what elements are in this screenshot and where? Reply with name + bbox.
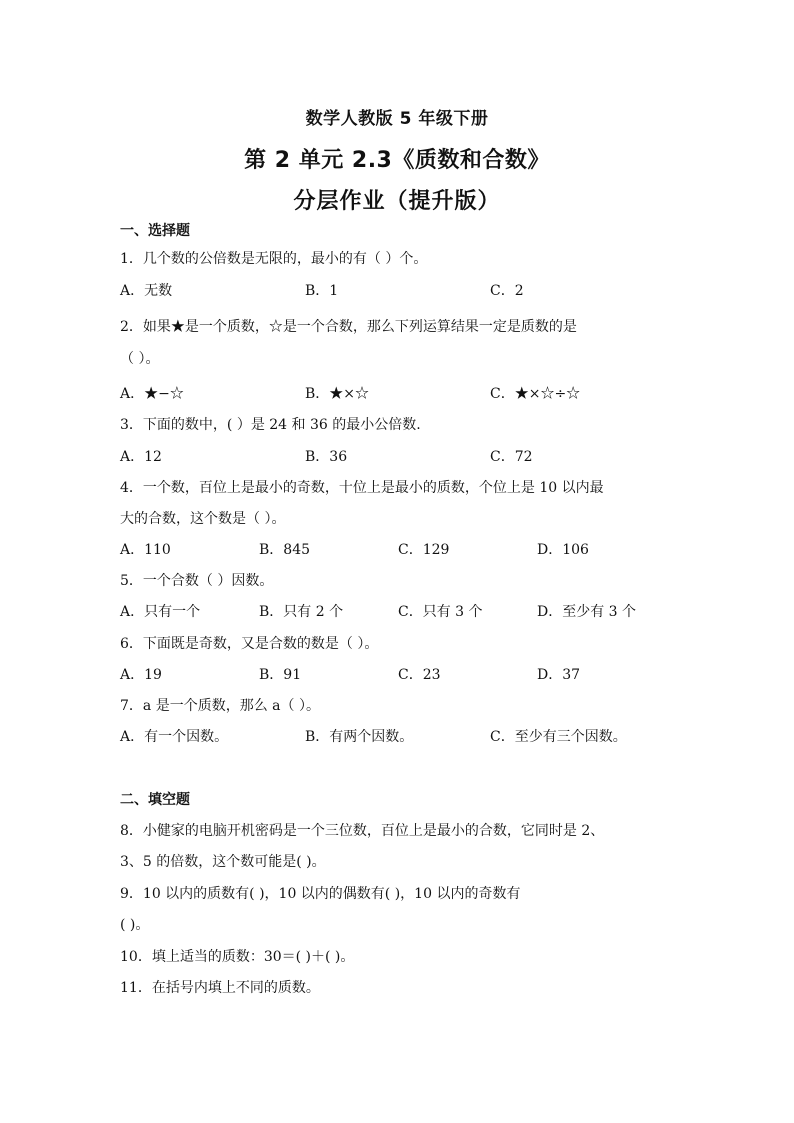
question-3-option-b: B．36 [305, 449, 348, 465]
question-11-line: 11．在括号内填上不同的质数。 [120, 980, 320, 996]
question-5-option-b: B．只有 2 个 [259, 604, 344, 620]
question-6-stem: 6．下面既是奇数，又是合数的数是（ ）。 [120, 636, 379, 652]
question-6-option-c: C．23 [398, 667, 441, 683]
question-4-option-a: A．110 [120, 542, 171, 558]
question-3-stem: 3．下面的数中，( ）是 24 和 36 的最小公倍数. [120, 417, 421, 433]
question-2-stem: 2．如果★是一个质数，☆是一个合数，那么下列运算结果一定是质数的是 [120, 319, 577, 335]
question-9-line-1: 9．10 以内的质数有( )，10 以内的偶数有( )，10 以内的奇数有 [120, 886, 521, 902]
question-1-option-c: C．2 [490, 283, 524, 299]
question-7-option-c: C．至少有三个因数。 [490, 729, 627, 745]
question-1-option-a: A．无数 [120, 283, 173, 299]
question-6-option-b: B．91 [259, 667, 302, 683]
question-8-line-1: 8．小健家的电脑开机密码是一个三位数，百位上是最小的合数，它同时是 2、 [120, 823, 605, 839]
question-6-option-a: A．19 [120, 667, 162, 683]
question-9-line-2: ( )。 [120, 917, 150, 933]
question-2-option-b: B．★×☆ [305, 386, 370, 402]
question-2-option-c: C．★×☆÷☆ [490, 386, 581, 402]
question-4-stem: 4．一个数，百位上是最小的奇数，十位上是最小的质数，个位上是 10 以内最 [120, 480, 604, 496]
question-2-stem-cont: （ ）。 [120, 351, 160, 367]
question-7-option-b: B．有两个因数。 [305, 729, 414, 745]
question-10-line: 10．填上适当的质数：30＝( )＋( )。 [120, 949, 355, 965]
question-5-option-d: D．至少有 3 个 [537, 604, 637, 620]
worksheet-title: 分层作业（提升版） [293, 189, 501, 214]
question-7-stem: 7．a 是一个质数，那么 a（ ）。 [120, 698, 320, 714]
question-6-option-d: D．37 [537, 667, 581, 683]
question-1-option-b: B．1 [305, 283, 339, 299]
question-4-option-d: D．106 [537, 542, 589, 558]
question-3-option-a: A．12 [120, 449, 162, 465]
unit-title: 第 2 单元 2.3《质数和合数》 [244, 148, 550, 173]
question-3-option-c: C．72 [490, 449, 533, 465]
question-2-option-a: A．★−☆ [120, 386, 184, 402]
section-choice-title: 一、选择题 [120, 223, 190, 239]
question-8-line-2: 3、5 的倍数，这个数可能是( )。 [120, 854, 326, 870]
question-5-stem: 5．一个合数（ ）因数。 [120, 573, 274, 589]
question-5-option-c: C．只有 3 个 [398, 604, 483, 620]
question-7-option-a: A．有一个因数。 [120, 729, 229, 745]
section-fill-title: 二、填空题 [120, 792, 190, 808]
question-5-option-a: A．只有一个 [120, 604, 201, 620]
question-4-option-c: C．129 [398, 542, 450, 558]
question-4-option-b: B．845 [259, 542, 311, 558]
question-4-stem-cont: 大的合数，这个数是（ ）。 [120, 511, 286, 527]
worksheet-subtitle: 数学人教版 5 年级下册 [305, 109, 489, 129]
question-1-stem: 1．几个数的公倍数是无限的，最小的有（ ）个。 [120, 251, 428, 267]
